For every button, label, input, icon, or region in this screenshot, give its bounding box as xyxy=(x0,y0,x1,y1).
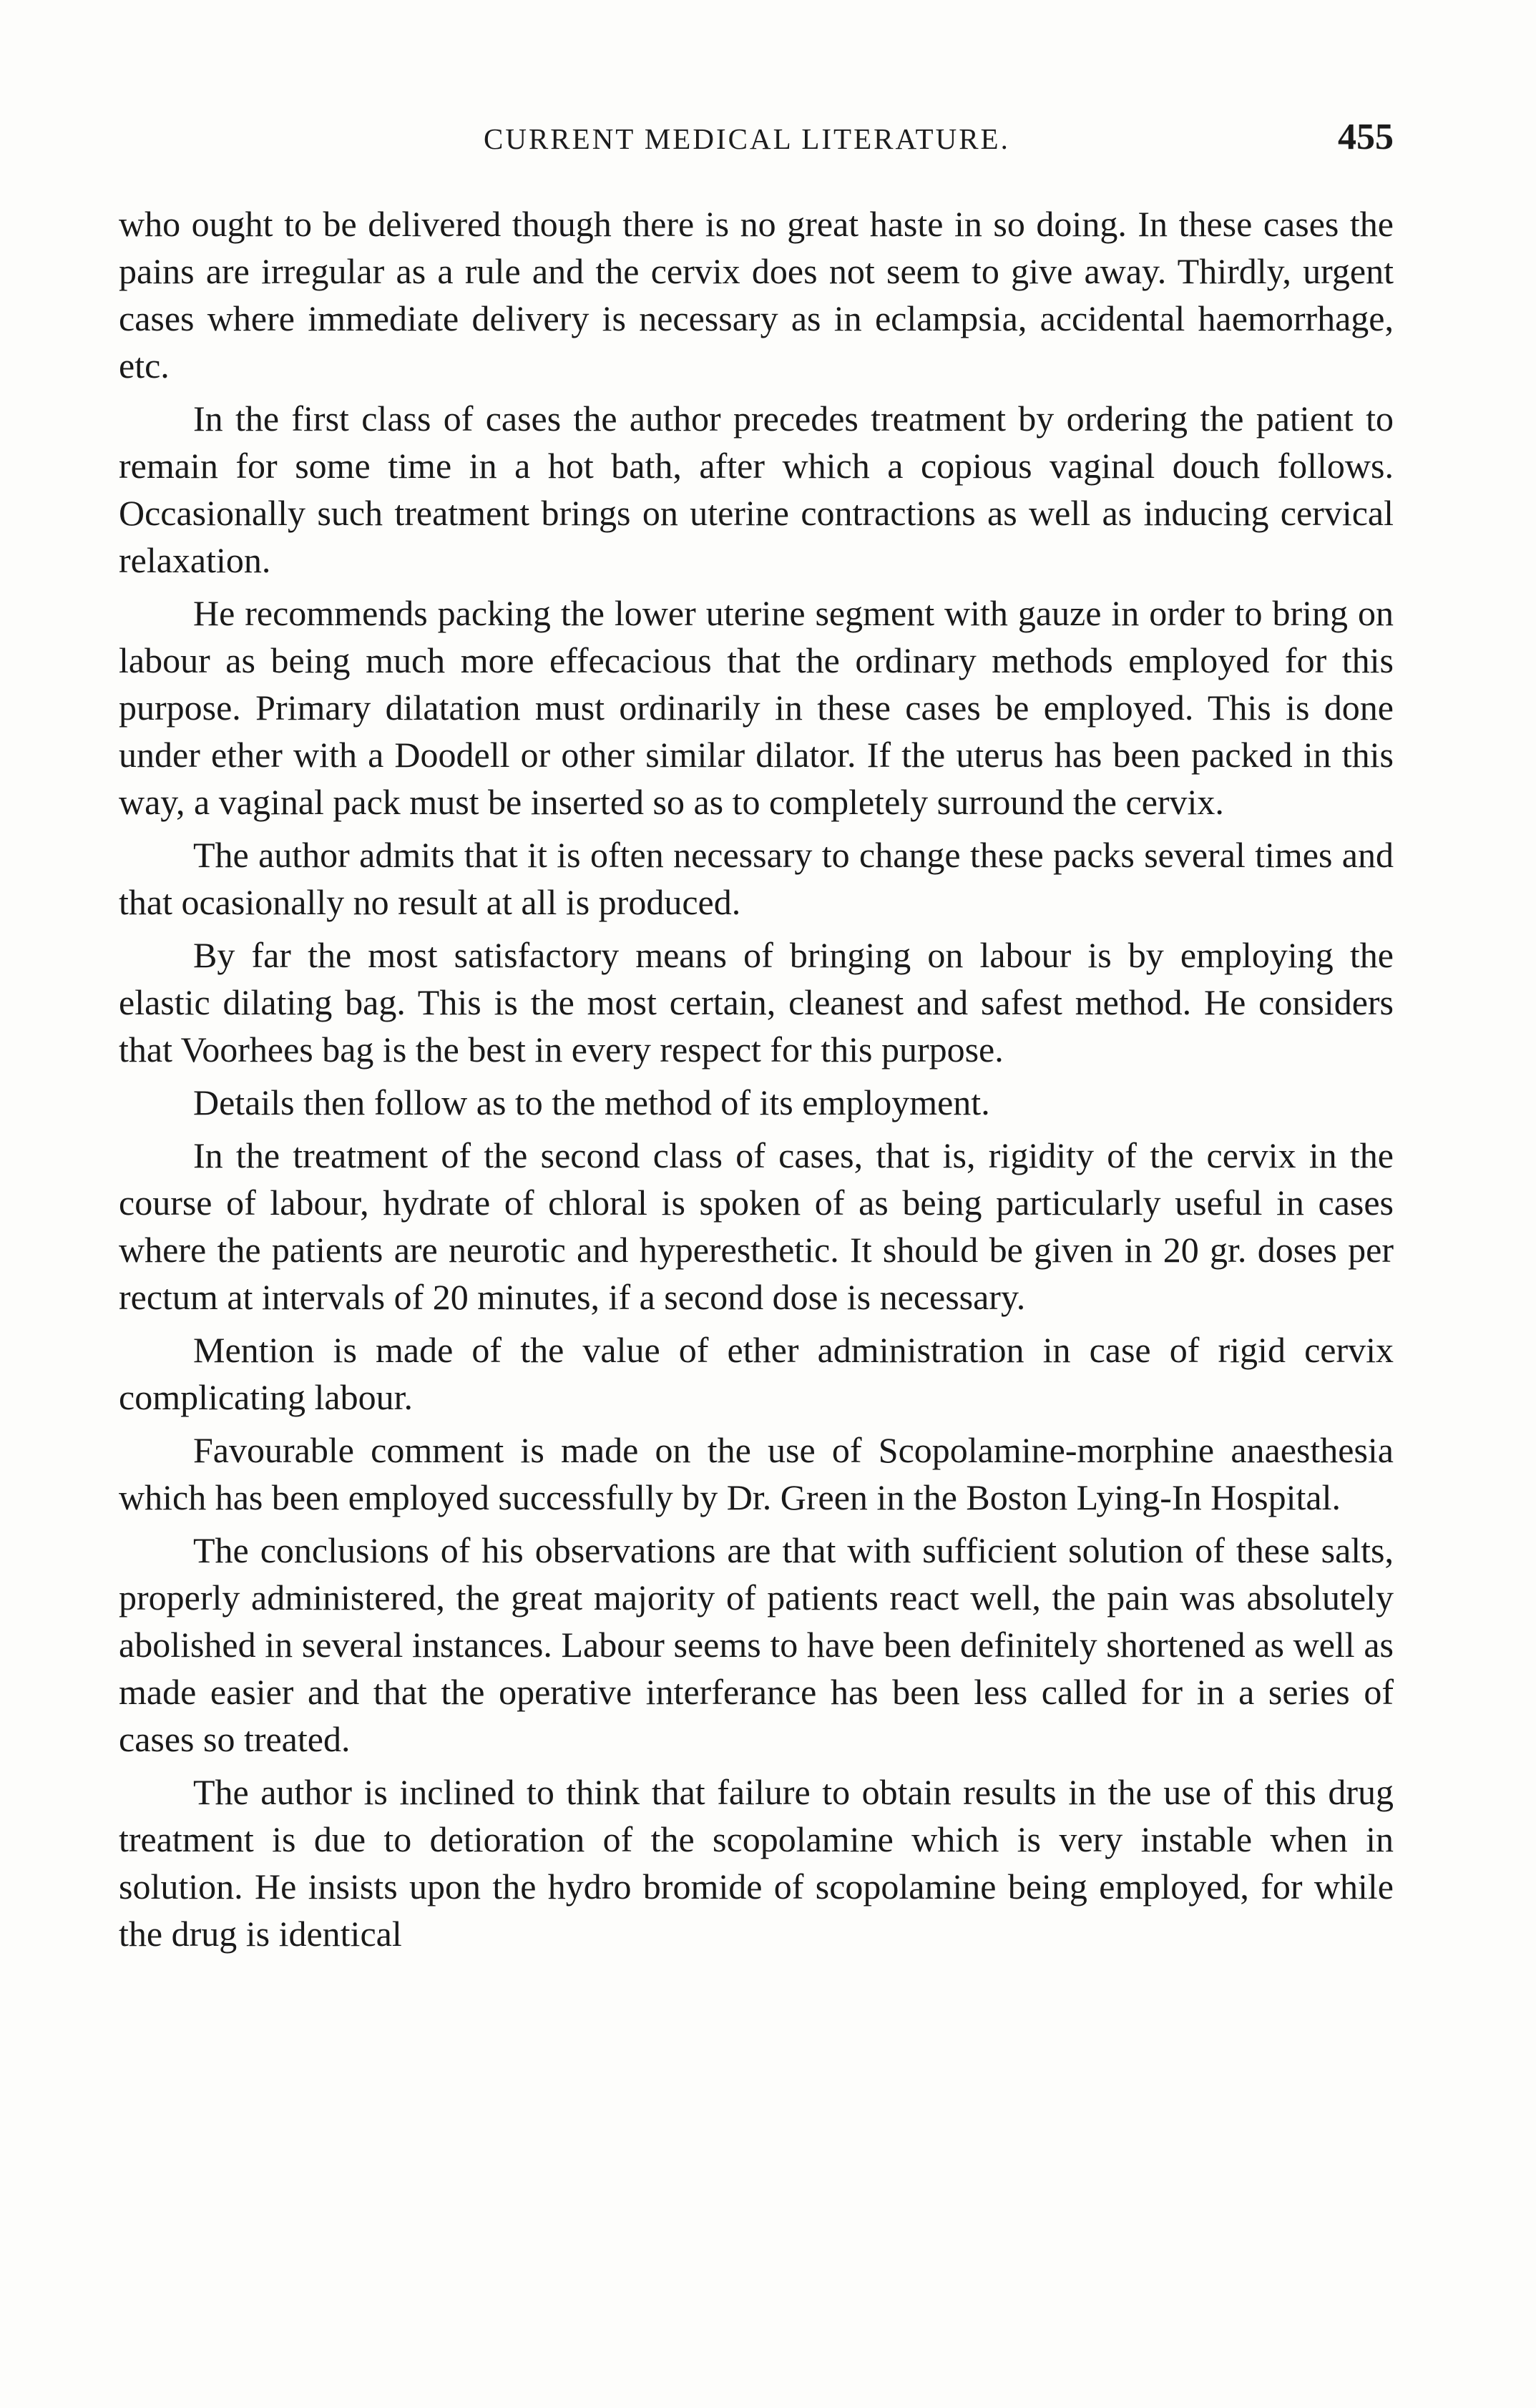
paragraph: The conclusions of his observations are that with sufficient solution of these salts, properly administered, the great majority of patients react well, the pain was absolutely abolished in several instances. Labour seems to have been definitely shortened as well as made easier and that the operative interferance has been less called for in a series of cases so treated. xyxy=(119,1530,1394,1759)
paragraph: Details then follow as to the method of its employment. xyxy=(193,1082,990,1122)
page-number: 455 xyxy=(1338,117,1394,157)
paragraph: The author admits that it is often necessary to change these packs several times and that ocasionally no result at all is produced. xyxy=(119,835,1394,922)
page-header xyxy=(119,117,1394,179)
paragraph: In the first class of cases the author precedes treatment by ordering the patient to remain for some time in a hot bath, after which a copious vaginal douch follows. Occasionally such treatment brings on uterine contractions as well as inducing cervical relaxation. xyxy=(119,398,1394,580)
paragraph: Mention is made of the value of ether administration in case of rigid cervix complicating labour. xyxy=(119,1330,1394,1417)
paragraph-continued: who ought to be delivered though there is no great haste in so doing. In these cases the pains are irregular as a rule and the cervix does not seem to give away. Thirdly, urgent cases where immediate delivery is necessary as in eclampsia, accidental haemorrhage, etc. xyxy=(119,204,1394,386)
running-title: CURRENT MEDICAL LITERATURE. xyxy=(484,122,1010,155)
paragraph: He recommends packing the lower uterine segment with gauze in order to bring on labour as being much more effecacious that the ordinary methods employed for this purpose. Primary dilatation must ordinarily in these cases be employed. This is done under ether with a Doodell or other similar dilator. If the uterus has been packed in this way, a vaginal pack must be inserted so as to completely surround the cervix. xyxy=(119,593,1394,822)
paragraph: By far the most satisfactory means of bringing on labour is by employing the elastic dilating bag. This is the most certain, cleanest and safest method. He considers that Voorhees bag is the best in every respect for this purpose. xyxy=(119,935,1394,1070)
paragraph: Favourable comment is made on the use of Scopolamine-morphine anaesthesia which has been employed successfully by Dr. Green in the Boston Lying-In Hospital. xyxy=(119,1430,1394,1517)
paragraph: In the treatment of the second class of cases, that is, rigidity of the cervix in the course of labour, hydrate of chloral is spoken of as being particularly useful in cases where the patients are neurotic and hyperesthetic. It should be given in 20 gr. doses per rectum at intervals of 20 minutes, if a second dose is necessary. xyxy=(119,1135,1394,1317)
paragraph: The author is inclined to think that failure to obtain results in the use of this drug treatment is due to detioration of the scopolamine which is very instable when in solution. He insists upon the hydro bromide of scopolamine being employed, for while the drug is identical xyxy=(119,1772,1394,1954)
article-body xyxy=(119,200,1394,1963)
